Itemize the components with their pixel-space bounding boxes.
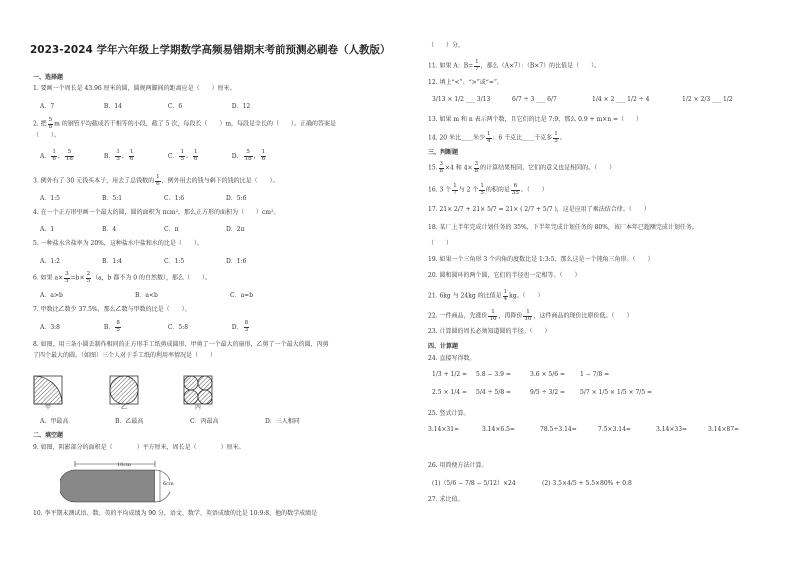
- question-8-options: A．甲最高 B．乙最高 C．丙最高 D．三人相同: [40, 418, 300, 425]
- question-11: 11. 如果 A：B= $\frac{1}{7}$ ，那么（A×7）：（B×7）的比值是（ ）。: [428, 59, 601, 72]
- question-2-tail: （ ）。: [33, 132, 61, 139]
- question-10: 10. 李平期末测试语、数、英的平均成绩为 90 分，语文、数学、英语成绩的比是 10:9:8，他的数学成绩是: [33, 510, 318, 517]
- question-13: 13. 如果 m 和 n 表示两个数，且它们的比是 7:9，那么 0.9 + m×n =（ ）: [428, 116, 643, 123]
- page-title: 2023-2024 学年六年级上学期数学高频易错期末考前预测必刷卷（人教版）: [30, 44, 391, 56]
- figure-label-jia: 甲: [45, 404, 52, 411]
- question-18-tail: （ ）: [428, 240, 453, 247]
- question-8-line2: 了四个最大的圆。（如图）三个人对于手工纸的利用率情况是（ ）: [33, 352, 217, 359]
- option: A．7: [40, 103, 55, 110]
- question-23: 23. 计算圆的周长必须知道圆的半径。（ ）: [428, 328, 551, 335]
- question-10-tail: （ ）分。: [428, 42, 465, 49]
- question-19: 19. 如果一个三角形 3 个内角的度数比是 1:3:5，那么这是一个钝角三角形。（ ）: [428, 256, 654, 263]
- question-9: 9. 如图，阴影部分的面积是（ ）平方厘米，周长是（ ）厘米。: [33, 444, 245, 451]
- section-fill: 二、填空题: [33, 432, 64, 439]
- question-24: 24. 直接写得数。: [428, 355, 476, 362]
- question-6: 6. 如果 a× $\frac{3}{5}$ =b× $\frac{2}{5}$ （a，b 都不为 0 的自然数），那么（ ）。: [33, 271, 212, 284]
- question-22: 22. 一件商品，先涨价 $\frac{1}{10}$ ，再降价 $\frac{1}{10}$ ，这件商品的现价比原价低。（ ）: [428, 309, 633, 322]
- question-12-items: 3/13 × 1/2 ___ 3/13 6/7 ÷ 3 ___ 6/7 1/4 × 2 ___ 1/2 ÷ 4 1/2 × 2/3 ___ 1/2: [432, 96, 733, 103]
- question-25: 25. 竖式计算。: [428, 410, 470, 417]
- question-9-figure: [60, 458, 170, 504]
- question-4-options: A．1 B．4 C．π D．2π: [40, 226, 245, 233]
- question-14: 14. 20 米比____米少 $\frac{1}{4}$ ；6 千克比____千克多 $\frac{1}{5}$ 。: [428, 131, 566, 144]
- option: D．12: [231, 103, 251, 110]
- figure-bing: [184, 376, 212, 404]
- question-1-options: [40, 101, 294, 110]
- question-4: 4. 在一个正方形里画一个最大的圆，圆的面积为 πcm²，那么正方形的面积为（ ）cm²。: [33, 209, 280, 216]
- question-1: 1. 要画一个周长是 43.96 厘米的圆，圆规两脚间的距离应是（ ）厘米。: [33, 85, 236, 92]
- question-24-row2: 2.5 × 1/4 = 5/4 ÷ 5/8 = 9/5 ÷ 3/2 = 5/7 × 1/5 × 1/5 × 7/5 =: [432, 389, 653, 396]
- figure-label-yi: 乙: [121, 404, 128, 411]
- question-18: 18. 某厂上半年完成计划任务的 35%，下半年完成计划任务的 80%，该厂本年已超额完成计划任务。: [428, 224, 698, 231]
- question-5: 5. 一种盐水含盐率为 20%，这种盐水中盐和水的比是（ ）。: [33, 240, 203, 247]
- figure-jia: [34, 376, 62, 404]
- question-25-items: 3.14×31= 3.14×6.5= 78.5÷3.14= 7.5×3.14= 3.14×33= 3.14×87=: [428, 426, 740, 433]
- figure-yi: [110, 376, 138, 404]
- question-17: 17. 21× 2/7 + 21× 5/7 = 21× ( 2/7 + 5/7 )，这是应用了乘法结合律。（ ）: [428, 206, 650, 213]
- option: C．6: [167, 103, 183, 110]
- question-6-options: A．a>b B．a<b C．a=b: [40, 292, 254, 299]
- question-16: 16. 3 个 $\frac{1}{7}$ 与 2 个 $\frac{1}{5}$ 的积的是 $\frac{6}{35}$ 。（ ）: [428, 183, 548, 196]
- section-choice: 一、选择题: [33, 74, 64, 81]
- question-12: 12. 填上“<”、“>”或“=”。: [428, 79, 503, 86]
- question-5-options: A．1:2 B．1:4 C．1:5 D．1:6: [40, 258, 247, 265]
- question-3: 3. 例外有了 30 元钱买本子，用去了总钱数的 $\frac{1}{6}$ ，例外用去的钱与剩下的钱的比是（ ）。: [33, 174, 279, 187]
- figure-9-height: 6cm: [163, 481, 174, 487]
- question-20: 20. 圆和圆环的两个圆，它们的半径也一定相等。（ ）: [428, 272, 581, 279]
- question-24-row1: 1/3 + 1/2 = 5.8 − 3.9 = 3.6 × 5/6 = 1 − 7/8 =: [432, 371, 610, 378]
- question-15: 15. $\frac{3}{8}$ ×4 和 4× $\frac{3}{8}$ 的计算结果相同，它们的意义也是相同的。（ ）: [428, 161, 616, 174]
- question-26: 26. 用简便方法计算。: [428, 462, 488, 469]
- figure-9-width: 10cm: [117, 462, 131, 468]
- question-26-items: (1)（5/6 − 7/8 − 5/12）×24 (2) 3.5×4/5 + 5.5×80% + 0.8: [432, 480, 632, 487]
- question-8: 8. 如图，用三条小圆丢制作相同的正方形手工纸剪成圆形，甲剪了一个最大的扇形，乙剪了一个最大的圆，丙剪: [33, 341, 329, 348]
- question-7: 7. 甲数比乙数少 37.5%，那么乙数与甲数的比是（ ）。: [33, 306, 191, 313]
- section-calc: 四、计算题: [428, 343, 459, 350]
- question-2-options: A． $\frac{1}{6}$ ， $\frac{5}{18}$ B． $\frac{1}{5}$ ， $\frac{1}{6}$ C． $\frac{1}{5}$ ， $\frac{1}{6}$ D． $\frac{5}{18}$ ， $\frac{1}{6}$: [40, 149, 266, 162]
- section-judge: 三、判断题: [428, 149, 459, 156]
- question-7-options: A．3:8 B． $\frac{8}{5}$ C．5:8 D． $\frac{8}{3}$: [40, 320, 249, 333]
- option: B．14: [103, 103, 122, 110]
- question-21: 21. 6kg 与 24kg 的比值是 $\frac{1}{4}$ kg。（ ）: [428, 289, 544, 302]
- question-2: 2. 把 $\frac{5}{8}$ m 的钢管平均截成若干相等的小段，截了 5 次，每段长（ ）m，每段是全长的（ ）。正确的答案是: [33, 117, 337, 130]
- question-3-options: A．1:5 B．5:1 C．1:6 D．5:6: [40, 195, 247, 202]
- figure-label-bing: 丙: [195, 404, 202, 411]
- question-27: 27. 求比值。: [428, 496, 464, 503]
